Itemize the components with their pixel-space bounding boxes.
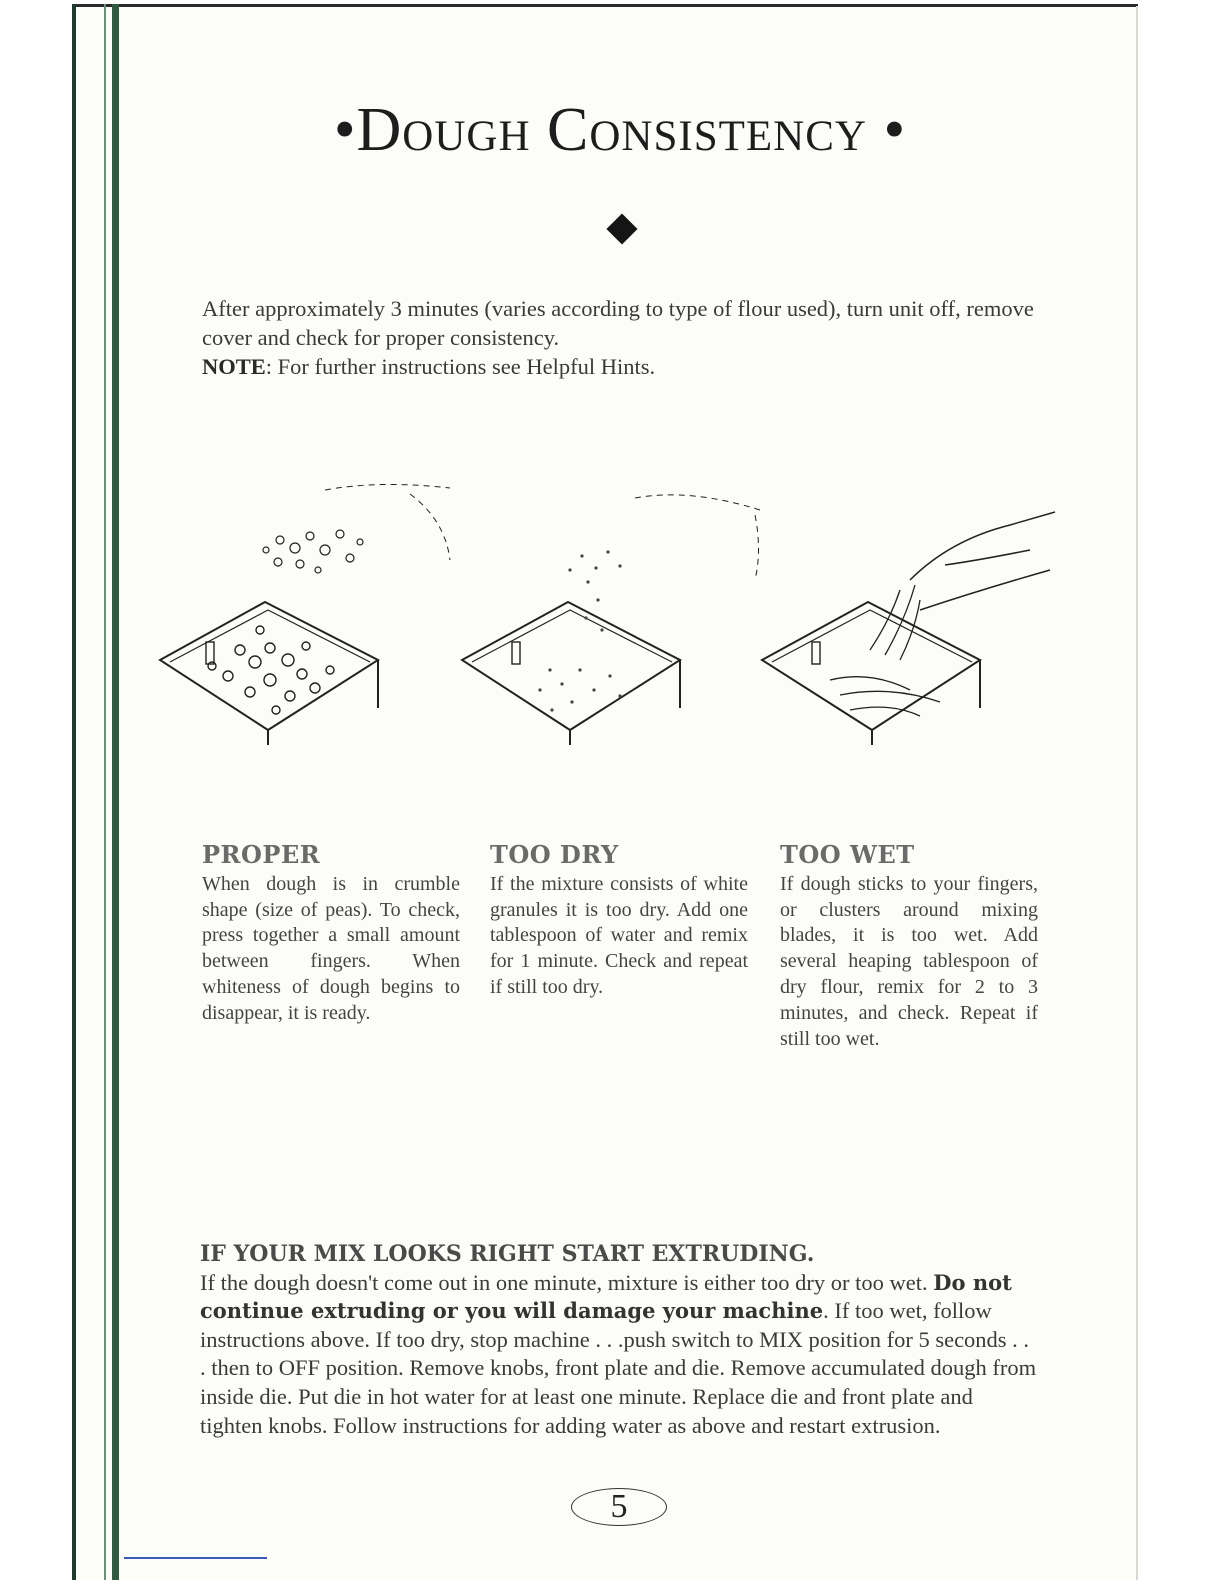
proper-text: When dough is in crumble shape (size of peas). To check, press together a small amount between fingers. When whiteness of dough begins to disappear, it is ready. bbox=[202, 872, 460, 1024]
too-dry-heading: TOO DRY bbox=[490, 840, 619, 869]
tray-wet-icon bbox=[762, 512, 1055, 745]
bottom-underline bbox=[124, 1557, 267, 1559]
extruding-text-a: If the dough doesn't come out in one minute, mixture is either too dry or too wet. bbox=[200, 1269, 934, 1295]
top-rule bbox=[76, 4, 1138, 7]
too-wet-column bbox=[780, 842, 1038, 1052]
proper-heading: PROPER bbox=[202, 840, 321, 869]
proper-column bbox=[202, 842, 460, 1027]
note-label: NOTE bbox=[202, 354, 266, 379]
extruding-text-b: . If too wet, follow instructions above. If too dry, stop machine . . .push switch to MIX position for 5 seconds . . . then to OFF position. Remove knobs, front plate and die. Remove accumulated dough from inside die. Put die in hot water for at least one minute. Replace die and front plate and tighten knobs. Follow instructions for adding water as above and restart extrusion. bbox=[200, 1298, 1037, 1438]
extruding-heading: IF YOUR MIX LOOKS RIGHT START EXTRUDING. bbox=[200, 1241, 815, 1267]
page-number: 5 bbox=[571, 1488, 667, 1526]
intro-note bbox=[202, 352, 1042, 381]
intro-paragraph bbox=[202, 294, 1042, 381]
too-wet-text: If dough sticks to your fingers, or clusters around mixing blades, it is too wet. Add several heaping tablespoon of dry flour, remix for 2 to 3 minutes, and check. Repeat if still too wet. bbox=[780, 872, 1038, 1050]
extruding-text bbox=[200, 1269, 1040, 1441]
page-edge bbox=[1136, 6, 1138, 1580]
binding-spine bbox=[112, 4, 119, 1580]
intro-text: After approximately 3 minutes (varies according to type of flour used), turn unit off, remove cover and check for proper consistency. bbox=[202, 296, 1034, 350]
binding-edge bbox=[72, 4, 76, 1580]
damage-warning: Do not continue extruding or you will damage your machine bbox=[200, 1269, 1012, 1324]
too-wet-heading: TOO WET bbox=[780, 840, 915, 869]
dough-illustrations bbox=[150, 470, 1070, 760]
too-dry-text: If the mixture consists of white granules it is too dry. Add one tablespoon of water and remix for 1 minute. Check and repeat if still too dry. bbox=[490, 872, 748, 998]
tray-proper-icon bbox=[160, 484, 450, 745]
binding-line bbox=[104, 4, 106, 1580]
page-title: •Dough Consistency • bbox=[333, 96, 907, 164]
extruding-section bbox=[200, 1240, 1040, 1440]
note-text: : For further instructions see Helpful Hints. bbox=[265, 354, 656, 379]
tray-dry-icon bbox=[462, 495, 760, 745]
too-dry-column bbox=[490, 842, 748, 1001]
